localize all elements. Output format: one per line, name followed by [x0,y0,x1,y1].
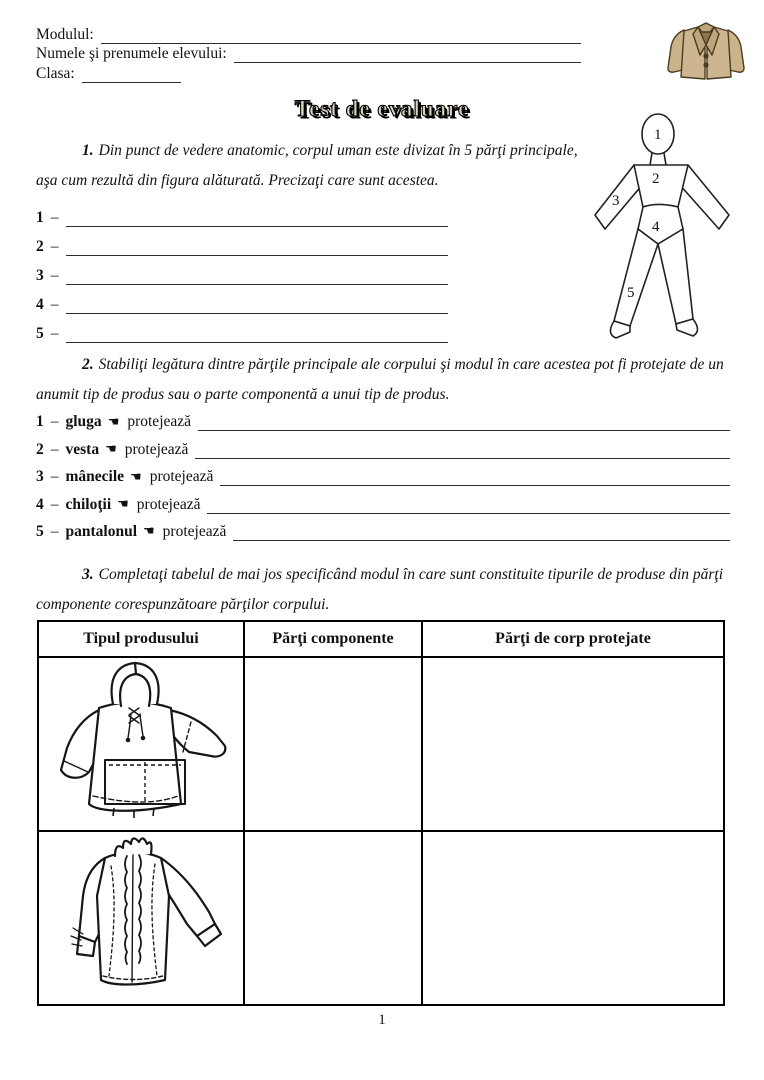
pointing-hand-icon: ☚ [107,414,120,430]
question-3-text [36,560,736,620]
dash: – [50,238,59,255]
item-number: 4 [36,495,44,513]
item-verb: protejează [149,468,214,486]
item-number: 3 [36,468,44,486]
student-name-blank-line[interactable] [234,47,581,63]
col-header-component-parts: Părţi componente [244,621,422,657]
answer-line[interactable] [220,469,730,486]
blank-number: 4 [36,296,44,313]
component-parts-answer-cell[interactable] [244,657,422,831]
question-3-body: Completaţi tabelul de mai jos specificând modul în care sunt constituite tipurile de produse din părţi componente corespunzătoare părţilor corpului. [36,566,724,613]
answer-blank-row [36,314,448,343]
blank-number: 2 [36,238,44,255]
answer-blank-row [36,227,448,256]
dash: – [50,440,59,458]
page-title: Test de evaluare [294,96,470,121]
answer-line[interactable] [207,497,730,514]
answer-line[interactable] [198,414,730,431]
module-label: Modulul: [36,25,94,43]
item-term: chiloţii [65,495,112,513]
ruffled-blouse-drawing [39,832,227,994]
item-term: gluga [65,413,102,431]
item-verb: protejează [127,413,192,431]
q2-item-row [36,486,730,513]
q2-item-row [36,514,730,541]
col-header-product-type: Tipul produsului [38,621,244,657]
item-verb: protejează [124,440,189,458]
question-2-number: 2. [82,356,94,373]
header-fields [36,24,581,83]
student-name-label: Numele şi prenumele elevului: [36,45,227,62]
figure-label-head: 1 [654,127,662,143]
pointing-hand-icon: ☚ [143,524,155,540]
figure-label-hips: 4 [652,219,660,235]
question-1-text [36,136,596,196]
answer-line[interactable] [66,297,449,314]
q2-items [36,404,730,541]
hooded-anorak-drawing [39,658,231,822]
student-name-field [36,44,581,64]
item-verb: protejează [162,522,227,540]
item-number: 1 [36,413,44,431]
col-header-body-parts: Părţi de corp protejate [422,621,724,657]
body-parts-answer-cell[interactable] [422,831,724,1005]
dash: – [50,522,59,540]
dash: – [50,267,59,284]
product-image-cell [38,831,244,1005]
question-1-number: 1. [82,142,94,159]
q2-item-row [36,431,730,458]
dash: – [50,209,59,226]
item-number: 2 [36,440,44,458]
answer-line[interactable] [233,524,730,541]
dash: – [50,413,59,431]
module-blank-line[interactable] [101,28,581,44]
question-3-number: 3. [82,566,94,583]
figure-label-torso: 2 [652,171,660,187]
item-term: vesta [65,440,100,458]
figure-label-leg: 5 [627,285,635,301]
human-body-parts-diagram [590,110,750,350]
class-field [36,63,181,83]
table-row [38,831,724,1005]
answer-line[interactable] [66,326,449,343]
item-number: 5 [36,522,44,540]
module-field [36,24,581,44]
answer-blank-row [36,285,448,314]
blank-number: 5 [36,325,44,342]
q2-item-row [36,459,730,486]
table-header-row [38,621,724,657]
answer-line[interactable] [66,239,449,256]
pointing-hand-icon: ☚ [117,496,129,512]
item-term: mânecile [65,468,125,486]
answer-line[interactable] [66,210,449,227]
answer-line[interactable] [195,442,730,459]
dash: – [50,468,59,486]
class-blank-line[interactable] [82,67,181,83]
blank-number: 3 [36,267,44,284]
products-table [37,620,725,1006]
body-parts-answer-cell[interactable] [422,657,724,831]
dash: – [50,495,59,513]
blazer-clipart-icon [663,20,749,84]
blank-number: 1 [36,209,44,226]
dash: – [50,325,59,342]
dash: – [50,296,59,313]
q1-answer-blanks [36,198,448,343]
table-row [38,657,724,831]
class-label: Clasa: [36,64,75,82]
question-1-body: Din punct de vedere anatomic, corpul uman este divizat în 5 părţi principale, aşa cum rezultă din figura alăturată. Precizaţi care sunt acestea. [36,142,578,189]
product-image-cell [38,657,244,831]
question-2-body: Stabiliţi legătura dintre părţile principale ale corpului şi modul în care acestea pot fi protejate de un anumit tip de produs sau o parte componentă a unui tip de produs. [36,356,724,403]
answer-line[interactable] [66,268,449,285]
answer-blank-row [36,198,448,227]
page-number: 1 [378,1012,386,1028]
question-2-text [36,350,736,410]
item-verb: protejează [136,495,201,513]
figure-label-arm: 3 [612,193,620,209]
q2-item-row [36,404,730,431]
component-parts-answer-cell[interactable] [244,831,422,1005]
pointing-hand-icon: ☚ [130,469,142,485]
pointing-hand-icon: ☚ [105,442,117,458]
item-term: pantalonul [65,522,138,540]
answer-blank-row [36,256,448,285]
